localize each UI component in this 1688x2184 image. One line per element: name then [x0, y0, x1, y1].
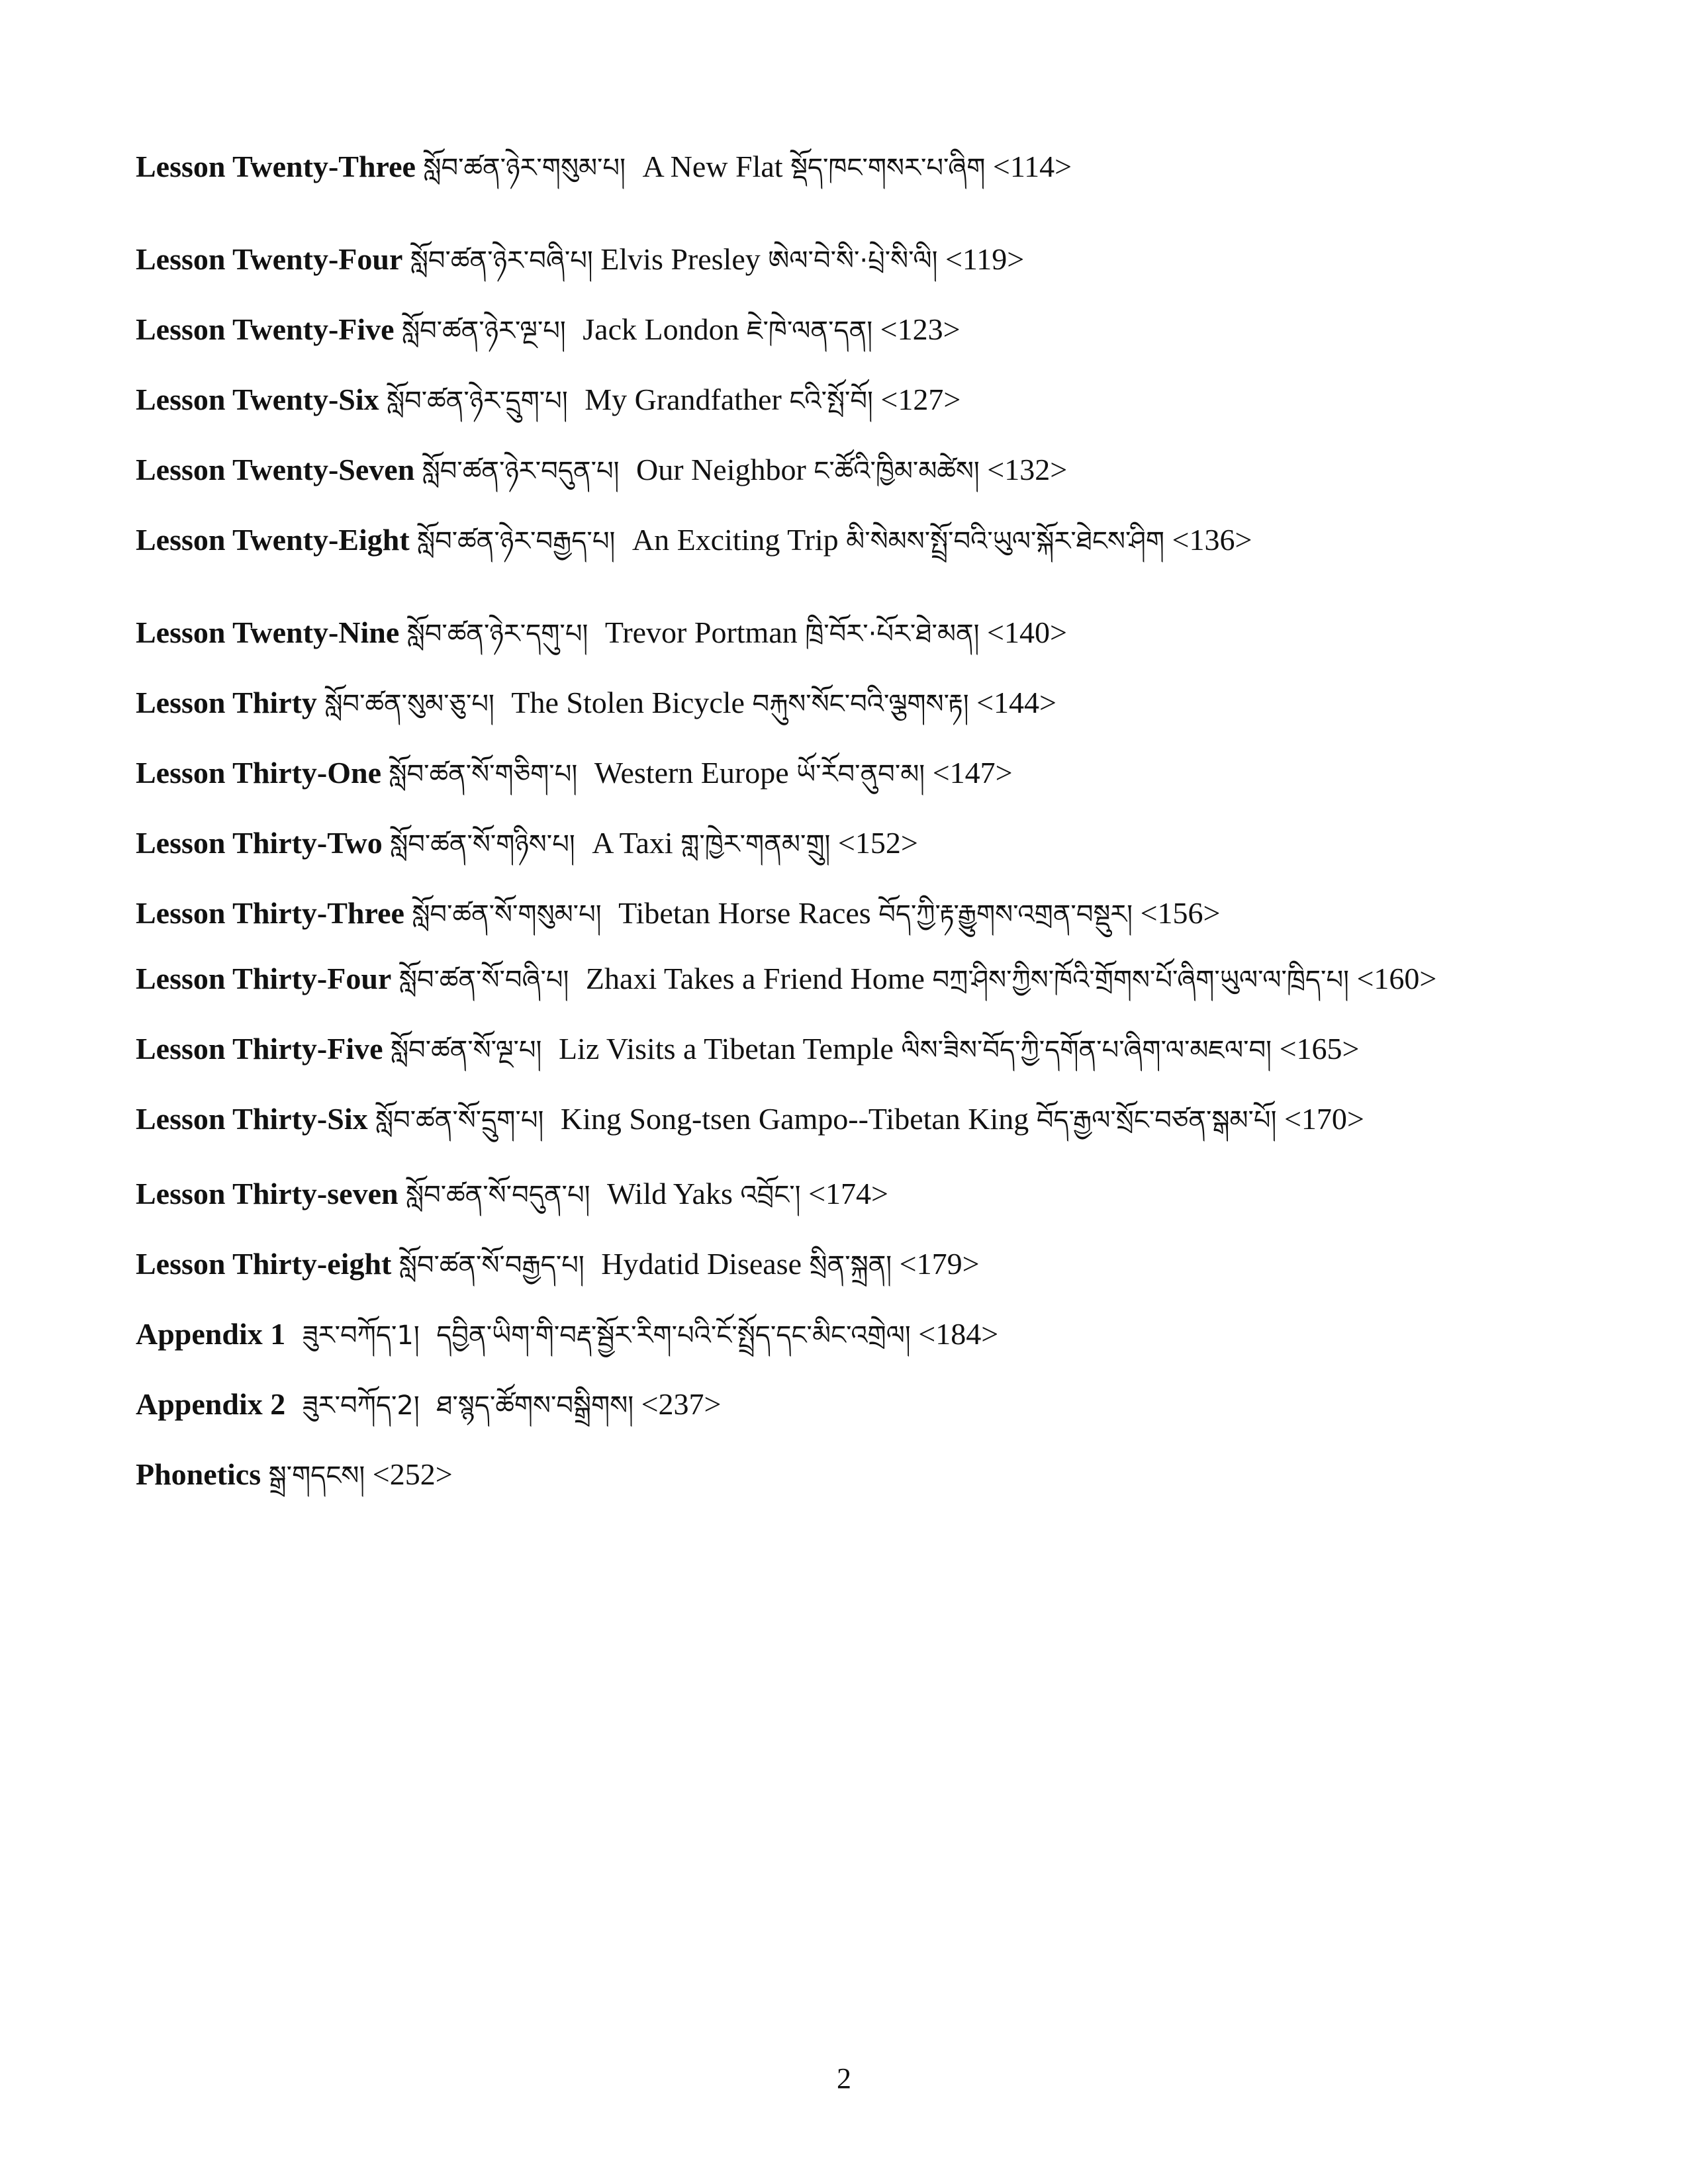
toc-entry-appendix-1: [136, 1300, 1486, 1370]
page-reference: <237>: [641, 1387, 722, 1421]
toc-entry-lesson-33: [136, 879, 1486, 949]
tibetan-lesson-number: སློབ་ཚན་སོ་བརྒྱད་པ།: [399, 1250, 585, 1281]
entry-label: Lesson Twenty-Seven: [136, 453, 415, 486]
page-reference: <127>: [880, 383, 961, 416]
english-title: Zhaxi Takes a Friend Home: [585, 962, 925, 995]
entry-label: Lesson Thirty: [136, 686, 317, 719]
english-title: Liz Visits a Tibetan Temple: [558, 1032, 894, 1066]
page-reference: <184>: [918, 1317, 999, 1351]
english-title: Elvis Presley: [600, 242, 761, 276]
entry-label: Lesson Twenty-Nine: [136, 615, 400, 649]
english-title: My Grandfather: [585, 383, 782, 416]
toc-entry-lesson-27: [136, 435, 1486, 506]
page-reference: <136>: [1172, 523, 1252, 557]
toc-entry-lesson-24: [136, 225, 1486, 295]
english-title: Wild Yaks: [606, 1177, 733, 1210]
toc-entry-lesson-36: [136, 1089, 1486, 1150]
page-reference: <114>: [992, 150, 1072, 183]
english-title: A New Flat: [642, 150, 783, 183]
toc-entry-lesson-34: [136, 949, 1486, 1010]
toc-entry-lesson-30: [136, 668, 1486, 739]
tibetan-title: འབྲོང་།: [740, 1180, 801, 1210]
page-reference: <179>: [899, 1247, 980, 1281]
page-reference: <123>: [880, 312, 961, 346]
tibetan-title: ཐ་སྙད་ཚོགས་བསྒྲིགས།: [436, 1390, 634, 1421]
tibetan-lesson-number: སློབ་ཚན་སོ་བདུན་པ།: [406, 1180, 590, 1210]
toc-entry-lesson-28: [136, 506, 1486, 576]
tibetan-title: ལིས་ཟིས་བོད་ཀྱི་དགོན་པ་ཞིག་ལ་མཇལ་བ།: [901, 1035, 1272, 1066]
toc-entry-lesson-31: [136, 739, 1486, 809]
toc-entry-lesson-37: [136, 1160, 1486, 1230]
tibetan-lesson-number: སློབ་ཚན་ཉེར་གསུམ་པ།: [423, 153, 626, 183]
tibetan-title: གླ་ཁྱེར་གནམ་གྲུ།: [680, 829, 831, 860]
tibetan-lesson-number: སློབ་ཚན་སུམ་ཅུ་པ།: [324, 689, 494, 719]
english-title: Western Europe: [594, 756, 789, 790]
toc-entry-lesson-29: [136, 598, 1486, 668]
tibetan-lesson-number: སློབ་ཚན་སོ་གཅིག་པ།: [389, 759, 578, 790]
page-reference: <119>: [945, 242, 1025, 276]
english-title: The Stolen Bicycle: [511, 686, 745, 719]
tibetan-lesson-number: སློབ་ཚན་ཉེར་བཞི་པ།: [410, 246, 593, 276]
page-reference: <152>: [837, 826, 918, 860]
tibetan-lesson-number: ཟུར་བཀོད་2།: [302, 1390, 420, 1421]
toc-entry-lesson-32: [136, 809, 1486, 879]
tibetan-title: ཁྲི་བོར་·པོར་ཐེ་མན།: [805, 619, 980, 649]
page-reference: <140>: [987, 615, 1067, 649]
english-title: Tibetan Horse Races: [618, 896, 871, 930]
page-reference: <252>: [372, 1457, 453, 1491]
tibetan-lesson-number: སློབ་ཚན་ཉེར་བདུན་པ།: [422, 456, 620, 486]
page-reference: <160>: [1356, 962, 1437, 995]
page-reference: <132>: [987, 453, 1068, 486]
page-reference: <144>: [976, 686, 1056, 719]
entry-label: Lesson Thirty-Five: [136, 1032, 383, 1066]
page-number: 2: [837, 2062, 851, 2095]
tibetan-lesson-number: སློབ་ཚན་ཉེར་དགུ་པ།: [406, 619, 588, 649]
page-reference: <147>: [932, 756, 1013, 790]
entry-label: Appendix 1: [136, 1317, 286, 1351]
tibetan-title: ཨེལ་བེ་སི་·པྲེ་སི་ལི།: [768, 246, 938, 276]
toc-entry-lesson-25: [136, 295, 1486, 365]
toc-entry-lesson-38: [136, 1230, 1486, 1300]
entry-label: Lesson Twenty-Five: [136, 312, 395, 346]
toc-entry-appendix-2: [136, 1370, 1486, 1440]
tibetan-lesson-number: སློབ་ཚན་སོ་ལྔ་པ།: [391, 1035, 542, 1066]
entry-label: Lesson Twenty-Six: [136, 383, 379, 416]
tibetan-title: བརྐུས་སོང་བའི་ལྕགས་རྟ།: [752, 689, 969, 719]
tibetan-title: མི་སེམས་སྤྲོ་བའི་ཡུལ་སྐོར་ཐེངས་ཤིག: [846, 526, 1165, 557]
tibetan-title: བོད་རྒྱལ་སྲོང་བཙན་སྒམ་པོ།: [1036, 1105, 1277, 1136]
tibetan-lesson-number: སློབ་ཚན་ཉེར་བརྒྱད་པ།: [417, 526, 616, 557]
tibetan-lesson-number: སློབ་ཚན་སོ་བཞི་པ།: [399, 965, 569, 995]
english-title: Our Neighbor: [636, 453, 806, 486]
tibetan-title: ངའི་སྤོ་བོ།: [789, 386, 873, 416]
english-title: A Taxi: [592, 826, 673, 860]
english-title: An Exciting Trip: [632, 523, 839, 557]
entry-label: Lesson Twenty-Four: [136, 242, 403, 276]
entry-label: Appendix 2: [136, 1387, 286, 1421]
toc-entry-lesson-35: [136, 1019, 1486, 1080]
tibetan-lesson-number: སློབ་ཚན་ཉེར་ལྔ་པ།: [402, 316, 566, 346]
table-of-contents: [136, 132, 1486, 1510]
entry-label: Lesson Thirty-eight: [136, 1247, 392, 1281]
tibetan-lesson-number: སྒྲ་གདངས།: [268, 1461, 365, 1491]
entry-label: Lesson Thirty-Three: [136, 896, 404, 930]
tibetan-title: བོད་ཀྱི་རྟ་རྒྱུགས་འགྲན་བསྡུར།: [878, 899, 1133, 930]
tibetan-title: དབྱིན་ཡིག་གི་བརྡ་སྦྱོར་རིག་པའི་ངོ་སྤྲོད་དང་མིང་འགྲེལ།: [436, 1320, 911, 1351]
tibetan-lesson-number: ཟུར་བཀོད་1།: [302, 1320, 420, 1351]
tibetan-title: བཀྲ་ཤིས་ཀྱིས་ཁོའི་གྲོགས་པོ་ཞིག་ཡུལ་ལ་ཁྲིད་པ།: [932, 965, 1349, 995]
tibetan-lesson-number: སློབ་ཚན་སོ་དྲུག་པ།: [375, 1105, 544, 1136]
entry-label: Lesson Twenty-Eight: [136, 523, 410, 557]
tibetan-title: ང་ཚོའི་ཁྱིམ་མཚེས།: [814, 456, 980, 486]
entry-label: Lesson Thirty-Two: [136, 826, 383, 860]
page-reference: <174>: [808, 1177, 888, 1210]
entry-label: Lesson Thirty-seven: [136, 1177, 399, 1210]
toc-entry-phonetics: [136, 1440, 1486, 1510]
tibetan-title: སྡོད་ཁང་གསར་པ་ཞིག: [790, 153, 986, 183]
toc-entry-lesson-26: [136, 365, 1486, 435]
entry-label: Lesson Thirty-Six: [136, 1102, 368, 1136]
page-reference: <165>: [1279, 1032, 1360, 1066]
entry-label: Lesson Thirty-Four: [136, 962, 392, 995]
english-title: Trevor Portman: [604, 615, 798, 649]
tibetan-title: ཇེ་ཁེ་ལན་དན།: [747, 316, 873, 346]
tibetan-lesson-number: སློབ་ཚན་ཉེར་དྲུག་པ།: [387, 386, 568, 416]
entry-label: Lesson Twenty-Three: [136, 150, 416, 183]
page-reference: <156>: [1140, 896, 1221, 930]
tibetan-title: ཡོ་རོབ་ནུབ་མ།: [796, 759, 925, 790]
tibetan-lesson-number: སློབ་ཚན་སོ་གསུམ་པ།: [412, 899, 602, 930]
tibetan-lesson-number: སློབ་ཚན་སོ་གཉིས་པ།: [390, 829, 575, 860]
english-title: King Song-tsen Gampo--Tibetan King: [560, 1102, 1029, 1136]
toc-entry-lesson-23: [136, 132, 1486, 203]
tibetan-title: སྲིན་སྐྲན།: [809, 1250, 892, 1281]
page-reference: <170>: [1284, 1102, 1364, 1136]
entry-label: Lesson Thirty-One: [136, 756, 382, 790]
english-title: Jack London: [583, 312, 739, 346]
entry-label: Phonetics: [136, 1457, 261, 1491]
english-title: Hydatid Disease: [601, 1247, 802, 1281]
